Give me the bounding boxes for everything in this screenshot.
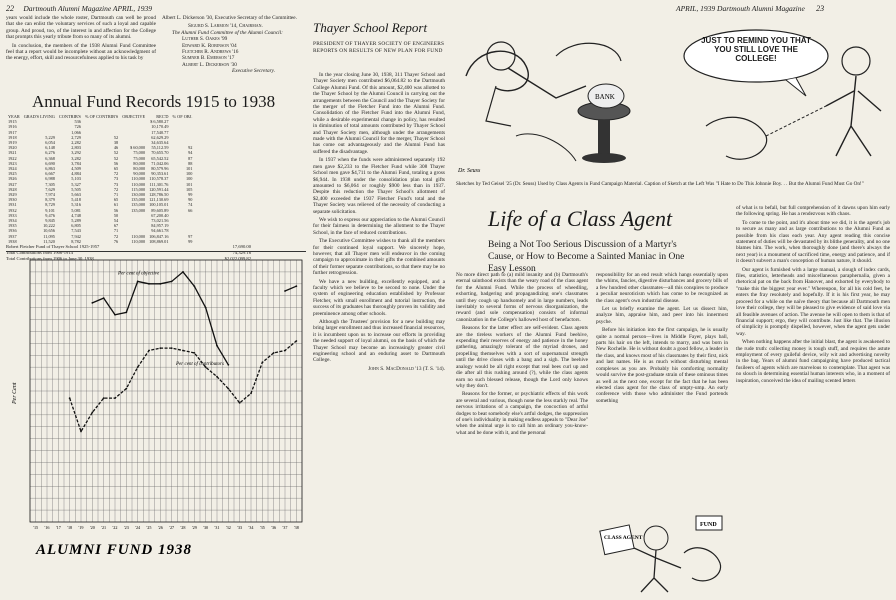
records-table-wrap (6, 114, 306, 261)
table-cell: 111,301.76 (149, 181, 169, 187)
footer-label: Total Contributions from 1906 to June 30, 1938 (6, 255, 94, 261)
right-running-head (676, 4, 824, 13)
table-cell: 67 (113, 223, 119, 229)
table-cell: 52 (113, 155, 119, 161)
table-cell: 65 (113, 197, 119, 203)
chart-caption: ALUMNI FUND 1938 (36, 542, 193, 558)
table-cell: 536 (74, 119, 81, 125)
table-cell: 726 (74, 124, 81, 130)
table-cell: 1935 (8, 223, 17, 229)
table-cell: 9,101 (45, 207, 55, 213)
table-cell: 1917 (8, 129, 17, 135)
article-paragraph: To come to the point, and it's about time we did, it is the agent's job to secure as many and as large contributions to the Alumni Fund as possible from his class each year. Any agent reading this concise statement of duties will be devastated by its blithe generality, and no one blames him. The work, when thoroughly done (and there's always the next year) is a monument of sacrificed time, energy and patience, and if it doesn't subvert a man's conception of human nature, it should. (736, 219, 890, 265)
article-paragraph: Reasons for the latter effect are self-evident. Class agents are the tireless workers of the Alumni Fund beehive, expending their reserves of energy and patience in the honey gathering, amazingly tolerant of the myriad drones, and propelling themselves with a sort of supernatural strength until the drive closes with a bang and a sigh. The beehive analogy would be all right except that real bees curl up and die after all this rushing around (?), while the class agents earn no such blessed release, though the Lord only knows why they don't. (456, 325, 588, 389)
data-point (182, 271, 184, 273)
table-cell: 101 (185, 181, 193, 187)
article-col-3 (736, 205, 890, 386)
intro-paragraph: In conclusion, the members of the 1938 Alumni Fund Committee feel that a report would be incomplete without an acknowledgment of the energy, effort, skill and resourcefulness applied to his task by (6, 42, 156, 62)
x-tick-label: '28 (180, 525, 186, 530)
records-table (6, 114, 194, 244)
table-cell: 6,863 (45, 166, 55, 172)
data-point (227, 388, 229, 390)
footer-value: 17,690.00 (232, 244, 251, 250)
table-cell: 34,635.64 (151, 140, 169, 146)
series-label: Per cent of contributors (176, 361, 224, 367)
x-tick-label: '35 (259, 525, 265, 530)
table-cell: 89,605.89 (151, 207, 169, 213)
table-cell: 7,305 (45, 181, 55, 187)
article-paragraph: Our agent is furnished with a large manual, a slough of index cards, files, statistics, letterheads and miscellaneous paraphernalia, given a rhetorical pat on the back from Hanover, and exhorted by everybody to "make this the biggest year ever." Whereupon, for all his cold feet, he enters the fray resolutely and hopefully. If it is his first year, he may proceed for a while on the naïve theory that because all Dartmouth men love their college, they will be pleased to give evidence of said love via all feasible avenues of action. The avenue he will open to them is that of financial support; ergo, they will contribute. Just like that. The illusion of simplicity is promptly dispelled, however, when the agent gets under way. (736, 266, 890, 337)
footer-value: $2,022,099.82 (224, 255, 251, 261)
data-point (182, 350, 184, 352)
y-axis-label: Per Cent (12, 382, 18, 404)
table-cell: 94,661.78 (151, 228, 169, 234)
x-tick-label: '37 (282, 525, 288, 530)
table-cell: 1933 (8, 212, 17, 218)
table-cell: 6,148 (45, 145, 55, 151)
table-cell: 110,000 (131, 238, 146, 244)
intro-right: Albert L. Dickerson '30, Executive Secretary of the Committee. (162, 15, 297, 21)
divider (6, 251, 306, 252)
table-cell: 5,229 (45, 134, 55, 140)
data-point (137, 366, 139, 368)
table-cell: 5,327 (71, 181, 81, 187)
table-cell: 10,656 (43, 228, 55, 234)
table-cell: 7,629 (45, 186, 55, 192)
table-cell: 4,509 (71, 166, 81, 172)
article-col-1 (456, 272, 588, 438)
table-cell: 8,729 (45, 202, 55, 208)
x-tick-label: '32 (225, 525, 231, 530)
table-cell: 99 (188, 192, 193, 198)
x-tick-label: '20 (89, 525, 95, 530)
table-cell: 2,282 (71, 140, 81, 146)
records-header-cell: GRAD'S LIVING (23, 114, 55, 119)
table-cell: 5,505 (71, 186, 81, 192)
table-cell: 1922 (8, 155, 17, 161)
records-header-cell: CONTRIB'S (58, 114, 81, 119)
table-cell: 108,869.01 (149, 238, 169, 244)
data-point (216, 376, 218, 378)
table-cell: 8,379 (45, 197, 55, 203)
committee-note: The Alumni Fund Committee of the Alumni Council: (172, 29, 283, 36)
right-page-number: 23 (816, 4, 825, 13)
data-point (148, 283, 150, 285)
table-cell: 1938 (8, 238, 17, 244)
table-cell: 46 (113, 145, 119, 151)
table-cell: 38 (113, 140, 119, 146)
article-paragraph: When nothing happens after the initial blast, the agent is awakened to the rude truth: collecting money is tough stuff, and requires the astute employment of every guileful device, wily wit and advertising novelty in the bag. Years of alumni fund campaigning have produced tactical fusileers of agents which are marvelous to contemplate. That agent was no slouch in determining essential human interests who, in a moment of inspiration, conceived the idea of mailing scented letters (736, 339, 890, 384)
data-point (193, 285, 195, 287)
fund-chart-svg (6, 254, 308, 594)
table-cell: 5,663 (71, 192, 81, 198)
table-cell: 72 (113, 186, 119, 192)
left-running-head (6, 4, 152, 13)
table-cell: 7,974 (45, 192, 55, 198)
x-tick-label: '25 (146, 525, 152, 530)
class-agent-sign: CLASS AGENT (604, 535, 643, 541)
table-cell: 92 (188, 145, 193, 151)
table-cell: 4,748 (71, 212, 81, 218)
table-cell: 71 (113, 192, 119, 198)
x-tick-label: '30 (203, 525, 209, 530)
member-name: Albert L. Dickerson '30 (182, 61, 237, 68)
table-cell: 1925 (8, 171, 17, 177)
data-point (103, 397, 105, 399)
table-cell: 1919 (8, 140, 17, 146)
x-tick-label: '34 (248, 525, 254, 530)
table-cell: 52 (113, 150, 119, 156)
data-point (114, 314, 116, 316)
records-header-cell: OBJECTIVE (122, 114, 146, 119)
table-cell: 1934 (8, 218, 17, 224)
table-cell: 3,292 (71, 150, 81, 156)
table-cell: 71 (113, 228, 119, 234)
table-cell: 110,000 (131, 181, 146, 187)
article-paragraph: Let us briefly examine the agent. Let us dissect him, analyze him, appraise him, and peer into his innermost psyche. (596, 306, 728, 325)
x-tick-label: '19 (78, 525, 84, 530)
fund-sign: FUND (700, 522, 717, 528)
data-point (216, 345, 218, 347)
table-cell: 121,130.69 (149, 197, 169, 203)
table-cell: 1931 (8, 202, 17, 208)
intro-block (6, 15, 156, 64)
records-header-cell: % OF OBJ. (172, 114, 193, 119)
table-cell: 7,942 (71, 233, 81, 239)
records-title: Annual Fund Records 1915 to 1938 (32, 92, 276, 111)
data-point (91, 302, 93, 304)
table-cell: 1927 (8, 181, 17, 187)
table-cell: 6,805 (71, 223, 81, 229)
table-cell: $ 6,580.27 (150, 119, 169, 125)
table-cell: 1930 (8, 197, 17, 203)
bank-label: BANK (595, 93, 615, 101)
data-point (273, 352, 275, 354)
thayer-signature: John S. MacDonald '13 (T. S. '14). (368, 365, 445, 372)
table-cell: 128,786.50 (149, 192, 169, 198)
member-name: Fletcher R. Andrews '16 (182, 49, 239, 56)
table-cell: 9,476 (45, 212, 55, 218)
table-cell: 110,000 (131, 233, 146, 239)
x-tick-label: '27 (169, 525, 175, 530)
table-cell: 84,957.19 (151, 223, 169, 229)
cartoon-class-agent (596, 508, 730, 594)
table-cell: 75,000 (133, 155, 146, 161)
table-cell: 5,418 (71, 197, 81, 203)
chair-signature: Sigurd S. Larmon '14, Chairman. (188, 23, 263, 30)
data-point (284, 350, 286, 352)
table-cell: 80,579.96 (151, 166, 169, 172)
article-paragraph: responsibility for an end result which hangs essentially upon the whims, fancies, digestive disturbances and grocery bills of a few hundred other classmates—all this conspires to produce a peculiar neuroticism which has come to be recognized as the class agent's own industrial disease. (596, 272, 728, 304)
table-cell: 87 (188, 155, 193, 161)
role: Executive Secretary. (232, 68, 276, 75)
x-tick-label: '24 (135, 525, 141, 530)
cartoon-left-illustration (456, 16, 666, 176)
data-point (80, 431, 82, 433)
table-cell: 65,542.52 (151, 155, 169, 161)
table-cell: 72 (113, 171, 119, 177)
table-cell: 99 (188, 238, 193, 244)
table-cell: 70,655.70 (151, 150, 169, 156)
x-tick-label: '31 (214, 525, 220, 530)
table-cell: 73 (113, 176, 119, 182)
table-cell: 1926 (8, 176, 17, 182)
table-cell: 135,000 (131, 202, 146, 208)
table-cell: 2,729 (71, 134, 81, 140)
thayer-body (313, 72, 445, 372)
table-cell: 1936 (8, 228, 17, 234)
thayer-title: Thayer School Report (313, 20, 428, 35)
table-cell: 100 (185, 171, 193, 177)
data-point (193, 352, 195, 354)
data-point (295, 340, 297, 342)
table-cell: 10,222 (43, 223, 55, 229)
x-tick-label: '18 (67, 525, 73, 530)
table-cell: 135,000 (131, 207, 146, 213)
data-point (171, 347, 173, 349)
table-cell: 11,520 (43, 238, 55, 244)
table-cell: 105 (185, 186, 193, 192)
thayer-paragraph: Although the Trustees' provision for a new building may bring larger enrollment and thus increased financial resources, it is incumbent upon us to increase our efforts in providing the needed support of loyal alumni, on the basis of which the Thayer School may become an increasingly greater civil engineering school and an enduring asset to Dartmouth College. (313, 319, 445, 364)
table-cell: 110,000 (131, 176, 146, 182)
table-cell: 5,316 (71, 202, 81, 208)
data-point (69, 397, 71, 399)
table-cell: 6,690 (45, 160, 55, 166)
x-tick-label: '36 (271, 525, 277, 530)
table-cell: 56 (113, 160, 119, 166)
sketch-caption: Sketches by Ted Geisel '25 (Dr. Seuss) Used by Class Agents in Fund Campaign Material. Caption of Sketch at the Left Was "I Hate to Do This Johnnie Boy. . . But the Alumni Fund Must Go On!" (456, 181, 864, 187)
article-paragraph: of what is to befall, but full comprehension of it dawns upon him early the following spring. He has a rendezvous with chaos. (736, 205, 890, 218)
article-title: Life of a Class Agent (488, 206, 673, 231)
table-cell: 4,884 (71, 171, 81, 177)
table-cell: 2,803 (71, 145, 81, 151)
records-header-cell: % OF CONTRIB'S (84, 114, 119, 119)
footer-label: Total Contributions from 1906-1914 (6, 249, 73, 255)
member-name: Sumner B. Emerson '17 (182, 55, 235, 62)
table-cell: 54 (113, 218, 119, 224)
data-point (91, 412, 93, 414)
x-tick-label: '15 (33, 525, 39, 530)
table-cell: 1932 (8, 207, 17, 213)
left-page-number: 22 (6, 4, 14, 13)
table-cell: 1916 (8, 124, 17, 130)
table-cell: 1924 (8, 166, 17, 172)
data-point (239, 402, 241, 404)
table-cell: 100,105.01 (149, 202, 169, 208)
table-cell: 5,081 (71, 207, 81, 213)
data-point (227, 364, 229, 366)
table-cell: 72 (113, 233, 119, 239)
table-cell: 101 (185, 166, 193, 172)
data-point (125, 388, 127, 390)
table-cell: 120,591.44 (149, 186, 169, 192)
data-point (171, 281, 173, 283)
table-cell: 3,282 (71, 155, 81, 161)
table-cell: 75,000 (133, 150, 146, 156)
table-cell: 11,095 (43, 233, 55, 239)
records-header-cell: YEAR (8, 114, 20, 119)
table-cell: 88 (188, 160, 193, 166)
series-label: Per cent of objective (118, 271, 160, 277)
data-point (205, 307, 207, 309)
table-cell: 55,112.59 (151, 145, 169, 151)
fund-chart (6, 254, 308, 594)
article-paragraph: Reasons for the former, or psychiatric effects of this work are several and various, though none the less starkly real. The nervous irritations of a campaign, the concoction of artful dodges to beat somebody else's artful dodges, the suppression of one's individuality in making endless appeals to "Dear Joe" when the animal urge is to call him an ordinary you-know-what and be done with it, and the personal (456, 391, 588, 436)
table-cell: 17,540.77 (151, 129, 169, 135)
table-cell: 110,578.37 (149, 176, 169, 182)
table-cell: 52 (113, 134, 119, 140)
data-point (261, 362, 263, 364)
x-tick-label: '38 (293, 525, 299, 530)
table-cell: 1,066 (71, 129, 81, 135)
x-tick-label: '21 (101, 525, 107, 530)
table-cell: 1923 (8, 160, 17, 166)
table-cell: 76 (113, 238, 119, 244)
table-cell: 1937 (8, 233, 17, 239)
table-cell: 1915 (8, 119, 17, 125)
table-cell: 106,847.16 (149, 233, 169, 239)
table-cell: 73,021.56 (151, 218, 169, 224)
intro-paragraph: years would include the whole roster, Dartmouth can well be proud that she can enlist the voluntary services of such a loyal and capable group. And proud, too, of the interest in and affection for the College that prompts this yearly tribute from so many of its alumni. (6, 15, 156, 41)
table-cell: 8,782 (71, 238, 81, 244)
cartoon-right-illustration (676, 16, 890, 176)
data-point (159, 283, 161, 285)
table-cell: 56 (113, 207, 119, 213)
x-tick-label: '22 (112, 525, 118, 530)
right-head-title: APRIL, 1939 Dartmouth Alumni Magazine (676, 4, 805, 13)
thayer-paragraph: In 1937 when the funds were administered separately 192 men gave $2,233 to the Fletcher Fund while 308 Thayer School men gave $4,711 to the Alumni Fund, totaling a gross $6,944. In 1938 under the consolidation plan total gifts amounted to $6,064 or roughly $900 less than in 1937. Despite this reduction the Thayer School's allotment of $2,400 exceeded the 1937 Fletcher Fund's total and the Thayer Society was relieved of the necessity of conducting a separate solicitation. (313, 157, 445, 215)
table-cell: 67,200.40 (151, 212, 169, 218)
left-head-title: Dartmouth Alumni Magazine APRIL, 1939 (23, 4, 153, 13)
table-cell: 1921 (8, 150, 17, 156)
data-point (125, 312, 127, 314)
table-cell: 9,845 (45, 218, 55, 224)
data-point (159, 347, 161, 349)
x-tick-label: '26 (157, 525, 163, 530)
table-cell: 90,353.61 (151, 171, 169, 177)
table-cell: 1920 (8, 145, 17, 151)
table-cell: 130,000 (131, 192, 146, 198)
data-point (148, 350, 150, 352)
table-cell: 65 (113, 166, 119, 172)
table-cell: 6,054 (45, 140, 55, 146)
table-cell: 6,276 (45, 150, 55, 156)
table-cell: 5,103 (71, 176, 81, 182)
table-cell: 135,000 (131, 197, 146, 203)
table-cell: 74 (188, 202, 193, 208)
records-header-cell: REC'D (156, 114, 169, 119)
thayer-paragraph: In the year closing June 30, 1938, 311 Thayer School and Thayer Society men contributed $6,064.82 to the Dartmouth College Alumni Fund. Of this amount, $2,400 was allotted to the Thayer School by the Alumni Council in carrying out the arrangements between the Council and the Thayer Society for the merger of the Fletcher Fund into the Alumni Fund. Consolidation of the Fletcher Fund into the Alumni Fund, while a desirable experimental change in policy, has resulted in diminution of total amounts contributed by Thayer School and Thayer Society men, although under the arrangements made with the Alumni Council for the merger, Thayer School has come out advantageously and the Alumni Fund has suffered the disadvantage. (313, 72, 445, 155)
data-point (103, 297, 105, 299)
article-paragraph: Before his initiation into the first campaign, he is usually quite a normal person—lives in Middle Fayer, plays ball, parts his hair on the left, intends to marry, and was born in New Rochelle. He is without doubt a good fellow, a leader in the class, and knows most of his classmates by their first, nick and last names. He is as much without disturbing mental complexes as you are. Probably his comforting normality would survive the post-graduate strain of these ominous times as well as the next one, except for the fact that he has been elected class agent for the class of umpty-ump. An early conference with those who administer the Fund portends something (596, 327, 728, 404)
table-cell: 1929 (8, 192, 17, 198)
thayer-paragraph: The Executive Committee wishes to thank all the members for their continued loyal support. We sincerely hope, however, that all Thayer men will endeavor in the coming campaign to approximate in their gifts the combined amounts of their former separate contributions, so that there may be no further retrogression. (313, 238, 445, 277)
footer-value: 74,329.16 (232, 249, 251, 255)
table-cell: 80,000 (133, 160, 146, 166)
footer-label: Robert Fletcher Fund of Thayer School 1925-1957 (6, 244, 100, 250)
x-tick-label: '23 (123, 525, 129, 530)
member-name: Edward K. Robinson '04 (182, 42, 237, 49)
table-cell: 3,784 (71, 160, 81, 166)
member-name: Luther S. Oakes '99 (182, 36, 228, 43)
x-tick-label: '29 (191, 525, 197, 530)
cartoon-signature: Dr. Seuss (458, 168, 481, 174)
table-cell: 1928 (8, 186, 17, 192)
article-subtitle: Being a Not Too Serious Discussion of a Martyr's Cause, or How to Become a Sainted Maniac in One Easy Lesson (488, 240, 685, 274)
table-cell: $ 60,000 (130, 145, 146, 151)
thayer-paragraph: We have a new building, excellently equipped, and a faculty which we believe to be second to none. Under the system of engineering education established by Professor Fletcher, with small enrollment and tutorial instruction, the success of its graduates has thoroughly proven its validity and preeminence among other schools. (313, 278, 445, 317)
table-cell: 7,543 (71, 228, 81, 234)
data-point (295, 285, 297, 287)
data-point (137, 281, 139, 283)
table-cell: 61 (113, 202, 119, 208)
x-tick-label: '16 (44, 525, 50, 530)
table-cell: 94 (188, 150, 193, 156)
table-cell: 6,667 (45, 171, 55, 177)
table-cell: 6,368 (45, 155, 55, 161)
data-point (114, 397, 116, 399)
table-cell: 62,629.29 (151, 134, 169, 140)
x-tick-label: '33 (237, 525, 243, 530)
thayer-subtitle: PRESIDENT OF THAYER SOCIETY OF ENGINEERS REPORTS ON RESULTS OF NEW PLAN FOR FUND (313, 41, 445, 54)
table-cell: 50 (113, 212, 119, 218)
table-cell: 71,042.06 (151, 160, 169, 166)
x-tick-label: '17 (55, 525, 61, 530)
table-cell: 10,170.49 (151, 124, 169, 130)
table-cell: 73 (113, 181, 119, 187)
table-cell: 1918 (8, 134, 17, 140)
table-cell: 100 (185, 176, 193, 182)
table-cell: 115,000 (131, 186, 146, 192)
table-cell: 90,000 (133, 171, 146, 177)
table-cell: 66 (188, 207, 193, 213)
table-cell: 5,289 (71, 218, 81, 224)
committee-block (162, 15, 302, 75)
table-cell: 90 (188, 197, 193, 203)
speech-bubble-text: JUST TO REMIND YOU THAT YOU STILL LOVE THE COLLEGE! (701, 36, 811, 63)
article-paragraph: No more direct path to (a) mild insanity and (b) Dartmouth's eternal sainthood exists than the weary road of the class agent for the Alumni Fund. While the process of wheedling, exhorting, badgering and propagandizing one's classmates until they cough up handsomely and in large numbers, leads inevitably to several forms of nervous disorganization, the reward (and sole compensation) consists of informal canonization in the College's hallowed host of benefactors. (456, 272, 588, 323)
table-cell: 80,000 (133, 166, 146, 172)
table-cell: 6,988 (45, 176, 55, 182)
article-col-2 (596, 272, 728, 406)
data-point (284, 290, 286, 292)
data-point (250, 392, 252, 394)
table-cell: 97 (188, 233, 193, 239)
thayer-paragraph: We wish to express our appreciation to the Alumni Council for their fairness in determining the allotment to the Thayer School, in the face of reduced contributions. (313, 216, 445, 236)
